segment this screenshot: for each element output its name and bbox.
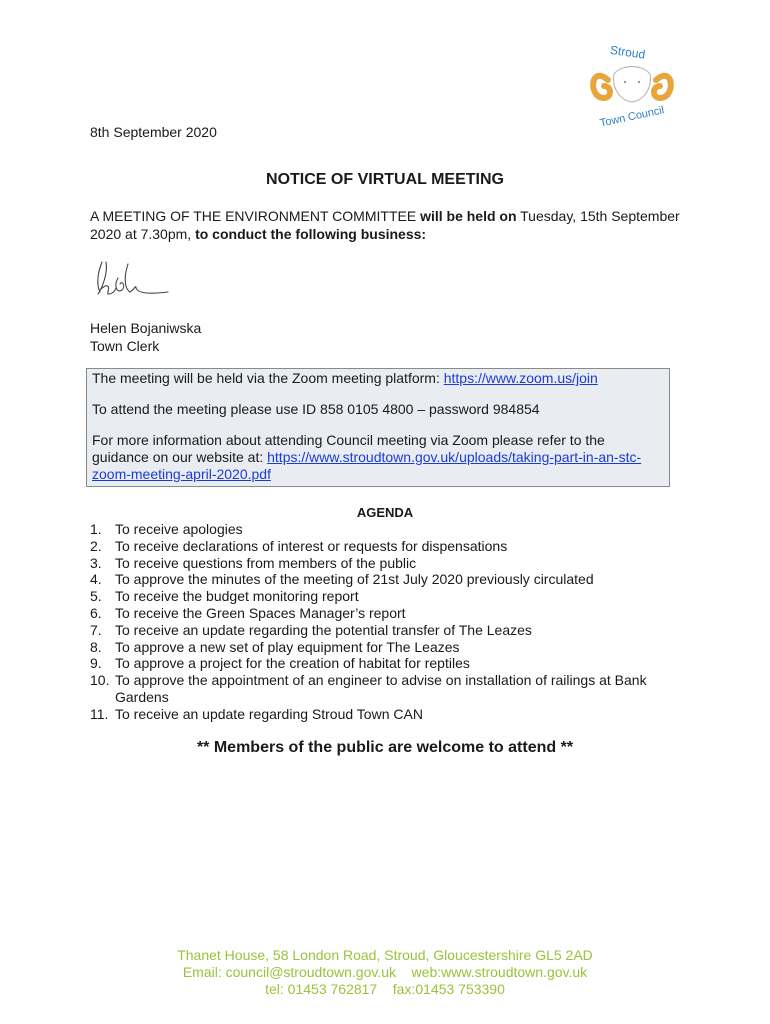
agenda-item-number: 9. (90, 655, 102, 672)
agenda-list (90, 521, 690, 723)
agenda-heading: AGENDA (356, 505, 414, 520)
meeting-id-line: To attend the meeting please use ID 858 0105 4800 – password 984854 (92, 401, 540, 417)
guidance-line (92, 432, 664, 483)
agenda-item-text: To approve the appointment of an engineer to advise on installation of railings at Bank Gardens (115, 672, 647, 705)
agenda-item-number: 6. (90, 604, 102, 621)
agenda-item-number: 1. (90, 521, 102, 537)
agenda-item-text: To receive the Green Spaces Manager’s report (115, 604, 406, 621)
agenda-item (90, 639, 690, 656)
clerk-signature (92, 254, 172, 305)
footer-email-web: Email: council@stroudtown.gov.uk web:www.stroudtown.gov.uk (182, 964, 588, 980)
notice-date: 8th September 2020 (90, 124, 217, 140)
stroud-town-council-logo (578, 36, 688, 137)
public-welcome-note: ** Members of the public are welcome to attend ** (196, 739, 574, 756)
agenda-item-number: 3. (90, 554, 102, 571)
footer-phone-fax: tel: 01453 762817 fax:01453 753390 (265, 981, 505, 997)
signer-role: Town Clerk (90, 338, 160, 354)
page-title: NOTICE OF VIRTUAL MEETING (266, 171, 504, 188)
agenda-item (90, 588, 690, 605)
zoom-platform-text: The meeting will be held via the Zoom meeting platform: (92, 370, 444, 386)
agenda-item (90, 605, 690, 622)
agenda-item-number: 8. (90, 638, 102, 655)
guidance-link[interactable]: https://www.stroudtown.gov.uk/uploads/taking-part-in-an-stc-zoom-meeting-april-2020.pdf (92, 449, 642, 482)
contact-footer (0, 947, 770, 998)
agenda-item-number: 10. (90, 672, 110, 689)
agenda-item (90, 672, 690, 706)
agenda-item (90, 538, 690, 555)
agenda-item-text: To approve the minutes of the meeting of 21st July 2020 previously circulated (115, 571, 594, 588)
intro-business: to conduct the following business: (195, 226, 427, 242)
intro-committee: A MEETING OF THE ENVIRONMENT COMMITTEE (90, 208, 421, 224)
agenda-item-text: To receive apologies (115, 521, 243, 537)
agenda-item (90, 571, 690, 588)
agenda-item-number: 2. (90, 537, 102, 554)
logo-top-text: Stroud (609, 42, 647, 62)
agenda-item-text: To receive the budget monitoring report (115, 588, 359, 605)
intro-datetime: Tuesday, 15th September 2020 at 7.30pm, (90, 208, 680, 242)
agenda-item-text: To receive an update regarding Stroud Town CAN (115, 705, 423, 722)
agenda-item (90, 706, 690, 723)
agenda-item-number: 4. (90, 571, 102, 588)
footer-address: Thanet House, 58 London Road, Stroud, Gloucestershire GL5 2AD (177, 947, 593, 963)
signer-name: Helen Bojaniwska (90, 320, 202, 336)
agenda-item (90, 521, 690, 538)
agenda-item-text: To receive an update regarding the potential transfer of The Leazes (115, 621, 532, 638)
zoom-platform-line (92, 370, 664, 387)
intro-held-on: will be held on (420, 208, 517, 224)
zoom-join-link[interactable]: https://www.zoom.us/join (443, 370, 598, 386)
logo-bottom-text: Town Council (598, 104, 666, 130)
meeting-intro (90, 207, 690, 243)
agenda-item-text: To receive questions from members of the public (115, 554, 417, 571)
agenda-item-text: To approve a new set of play equipment for The Leazes (115, 638, 460, 655)
agenda-item (90, 555, 690, 572)
agenda-item-number: 11. (90, 705, 109, 722)
agenda-item-number: 5. (90, 588, 102, 605)
agenda-item (90, 622, 690, 639)
agenda-item-number: 7. (90, 621, 102, 638)
zoom-info-box (86, 368, 670, 487)
agenda-item (90, 655, 690, 672)
signer-block (90, 319, 201, 355)
agenda-item-text: To receive declarations of interest or requests for dispensations (115, 537, 508, 554)
guidance-text: For more information about attending Council meeting via Zoom please refer to the guidance on our website at: (92, 432, 605, 465)
agenda-item-text: To approve a project for the creation of habitat for reptiles (115, 655, 470, 672)
